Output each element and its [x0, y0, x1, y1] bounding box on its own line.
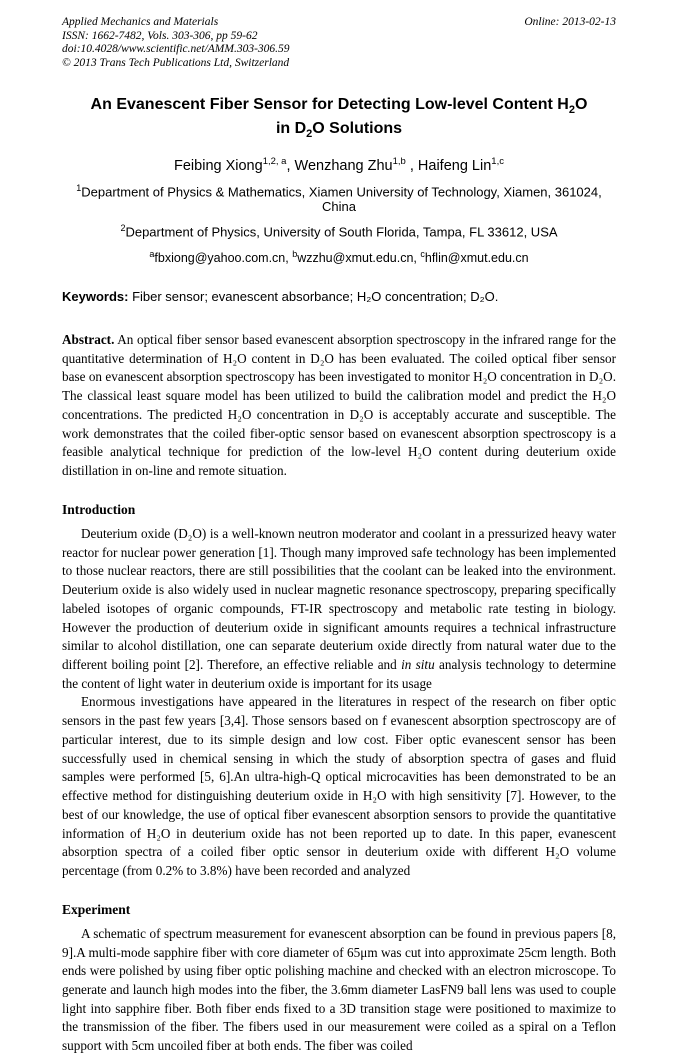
affiliation-1-marker: 1: [76, 183, 82, 194]
email-marker-a: a: [149, 248, 155, 259]
affiliation-2: [62, 223, 616, 239]
title-part-2: O in D: [275, 96, 588, 138]
experiment-paragraph-1: A schematic of spectrum measurement for evanescent absorption can be found in previous papers [8, 9].A multi-mode sapphire fiber with core diameter of 65μm was cut into approximate 25cm length. Both ends were polished by using fiber optic polishing machine and checked with an electron microscope. To generate and launch high modes into the fiber, the 3.6mm diameter LasFN9 ball lens was used to couple light into sapphire fiber. Both fiber ends fixed to a 3D transition stage were positioned to maximize to the transmission of the fiber. The fibers used in our measurement were coiled as a spiral on a Teflon support with 5cm uncoiled fiber at both ends. The fiber was coiled: [62, 925, 616, 1054]
affiliation-2-text: Department of Physics, University of South Florida, Tampa, FL 33612, USA: [125, 224, 558, 240]
online-date: Online: 2013-02-13: [524, 16, 616, 28]
affiliation-1: [62, 183, 616, 214]
doi-line: doi:10.4028/www.scientific.net/AMM.303-306.59: [62, 43, 290, 56]
email-marker-c: c: [420, 248, 425, 259]
email-address-1: fbxiong@yahoo.com.cn,: [154, 250, 293, 265]
author-affil-marker-2: 1,b: [392, 156, 406, 168]
title-subscript-1: 2: [568, 104, 575, 117]
email-address-3: hflin@xmut.edu.cn: [424, 250, 529, 265]
affiliation-2-marker: 2: [120, 223, 126, 234]
section-heading-experiment: Experiment: [62, 901, 131, 917]
email-marker-b: b: [292, 248, 298, 259]
author-affil-marker-1: 1,2, a: [262, 156, 287, 168]
author-name-3: , Haifeng Lin: [405, 158, 492, 175]
section-heading-introduction: Introduction: [62, 501, 136, 517]
keywords-text: Fiber sensor; evanescent absorbance; H₂O concentration; D₂O.: [128, 288, 499, 304]
keywords-label: Keywords:: [62, 288, 129, 304]
introduction-paragraph-1-italic: in situ: [401, 656, 435, 672]
paper-title: [86, 94, 592, 142]
affiliation-1-text: Department of Physics & Mathematics, Xiamen University of Technology, Xiamen, 361024, China: [81, 184, 602, 215]
abstract-text: An optical fiber sensor based evanescent absorption spectroscopy in the infrared range for the quantitative determination of H₂O content in D₂O has been evaluated. The coiled optical fiber sensor base on evanescent absorption spectroscopy has been investigated to monitor H₂O concentration in D₂O. The classical least square model has been utilized to build the calibration model and predict the H₂O concentrations. The predicted H₂O concentration in D₂O is acceptably accurate and susceptible. The work demonstrates that the coiled fiber-optic sensor based on evanescent absorption spectroscopy is a feasible analytical technique for prediction of the low-level H₂O content during deuterium oxide distillation in on-line and remote situation.: [62, 331, 616, 479]
author-affil-marker-3: 1,c: [491, 156, 504, 168]
issn-line: ISSN: 1662-7482, Vols. 303-306, pp 59-62: [62, 29, 258, 42]
email-address-2: wzzhu@xmut.edu.cn,: [297, 250, 421, 265]
journal-header-left: [62, 16, 290, 70]
introduction-paragraph-1-tail: analysis technology to determine the content of light water in deuterium oxide is important for its usage: [62, 656, 616, 691]
journal-header: [62, 16, 616, 70]
author-name-2: , Wenzhang Zhu: [286, 158, 393, 175]
introduction-paragraph-2: Enormous investigations have appeared in the literatures in respect of the research on fiber optic sensors in the past few years [3,4]. Those sensors based on f evanescent absorption spectroscopy are of particular interest, due to its simple design and low cost. Fiber optic evanescent sensor has been successfully used in chemical sensing in which the study of absorption spectra of gases and fluid samples were performed [5, 6].An ultra-high-Q optical microcavities has been demonstrated to be an effective method for distinguishing deuterium oxide in H₂O with high sensitivity [7]. However, to the best of our knowledge, the use of optical fiber evanescent absorption sensors to provide the quantitative information of H₂O in deuterium oxide has not been reported up to date. In this paper, evanescent absorption spectra of a coiled fiber optic sensor in deuterium oxide with different H₂O volume percentage (from 0.2% to 3.8%) have been recorded and analyzed: [62, 694, 616, 879]
authors-line: [62, 156, 616, 174]
author-name-1: Feibing Xiong: [174, 158, 263, 175]
introduction-paragraph-1-text: Deuterium oxide (D₂O) is a well-known neutron moderator and coolant in a pressurized heavy water reactor for nuclear power generation [1]. Though many improved safe technology has been implemented to those nuclear reactors, there are still possibilities that the coolant can be leaked into the environment. Deuterium oxide is also widely used in nuclear magnetic resonance spectroscopy, preparing specifically labeled isotopes of organic compounds, FT-IR spectroscopy and metabolic rate testing in biology. However the production of deuterium oxide in significant amounts requires a technical infrastructure similar to alcohol distillation, one can separate deuterium oxide directly from natural water due to the different boiling point [2]. Therefore, an effective reliable and: [62, 525, 616, 672]
title-subscript-2: 2: [306, 128, 313, 141]
title-part-3: O Solutions: [312, 120, 403, 138]
title-part-1: An Evanescent Fiber Sensor for Detecting Low-level Content H: [90, 96, 569, 114]
introduction-paragraph-1: [62, 525, 616, 694]
copyright-line: © 2013 Trans Tech Publications Ltd, Switzerland: [62, 56, 290, 69]
keywords-line: [62, 289, 616, 304]
author-emails: [62, 249, 616, 265]
abstract-paragraph: [62, 331, 616, 481]
journal-name: Applied Mechanics and Materials: [62, 16, 219, 28]
abstract-label: Abstract.: [62, 331, 115, 347]
